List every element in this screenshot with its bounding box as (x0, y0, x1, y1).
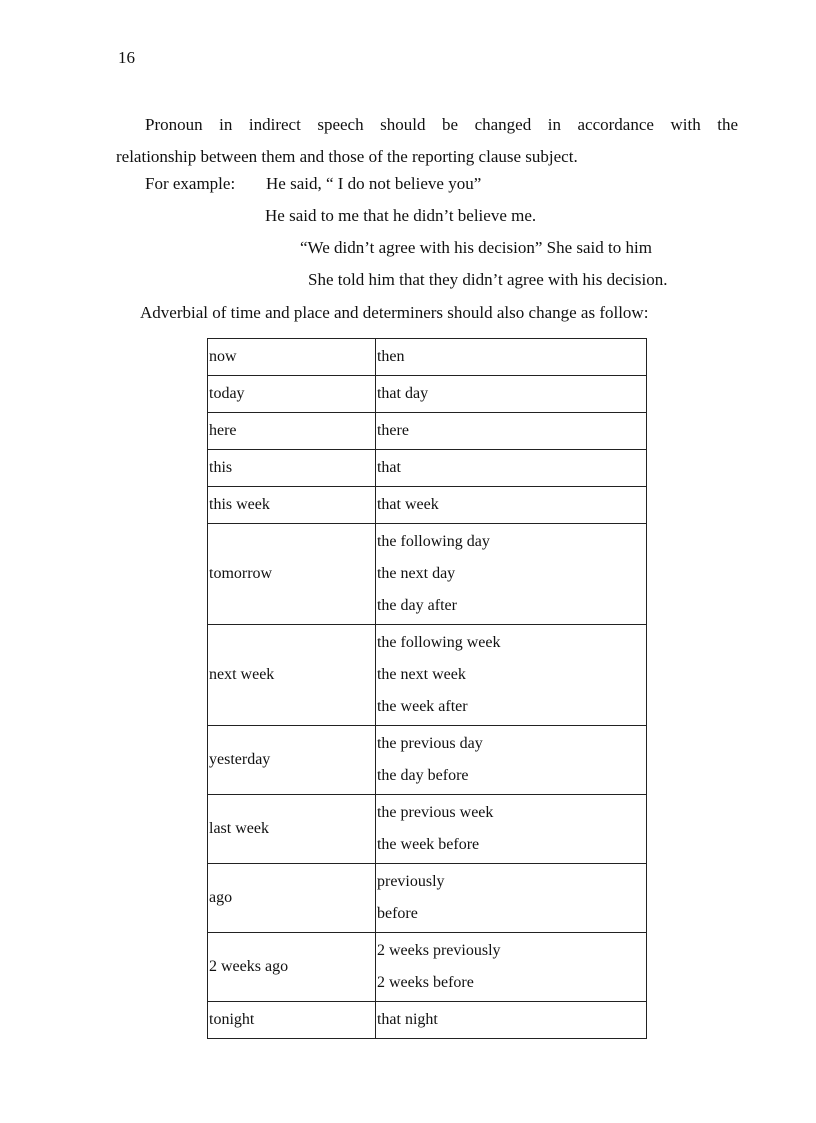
reported-speech-text: the following week (376, 634, 501, 651)
reported-speech-text: the next week (376, 666, 466, 683)
conversion-table (207, 338, 647, 1039)
adverbial-intro: Adverbial of time and place and determiners should also change as follow: (140, 303, 649, 322)
reported-speech-text: the day before (376, 767, 469, 784)
direct-speech-cell: now (208, 339, 376, 376)
table-row (208, 487, 647, 524)
direct-speech-cell: tonight (208, 1002, 376, 1039)
direct-speech-cell: ago (208, 864, 376, 933)
reported-speech-text: the previous week (376, 804, 494, 821)
direct-speech-cell: today (208, 376, 376, 413)
reported-speech-text: 2 weeks previously (376, 942, 501, 959)
reported-speech-text: that (376, 459, 401, 476)
pronoun-paragraph-line-1: Pronoun in indirect speech should be changed in accordance with the (145, 115, 738, 134)
table-row (208, 864, 647, 933)
reported-speech-cell (375, 933, 646, 1002)
reported-speech-text: the day after (376, 597, 457, 614)
reported-speech-text: there (376, 422, 409, 439)
reported-speech-text: the week before (376, 836, 480, 853)
table-row (208, 524, 647, 625)
reported-speech-text: previously (376, 873, 445, 890)
table-row (208, 376, 647, 413)
conversion-table-body (208, 339, 647, 1039)
direct-speech-cell: next week (208, 625, 376, 726)
example-sentence-3: “We didn’t agree with his decision” She said to him (300, 238, 652, 257)
reported-speech-cell (375, 1002, 646, 1039)
example-label: For example: (145, 174, 236, 193)
direct-speech-cell: yesterday (208, 726, 376, 795)
table-row (208, 413, 647, 450)
reported-speech-text: 2 weeks before (376, 974, 474, 991)
reported-speech-text: that night (376, 1011, 438, 1028)
reported-speech-cell (375, 864, 646, 933)
example-sentence-1: He said, “ I do not believe you” (266, 174, 482, 193)
table-row (208, 339, 647, 376)
reported-speech-text: the next day (376, 565, 456, 582)
example-sentence-4: She told him that they didn’t agree with his decision. (308, 270, 668, 289)
pronoun-paragraph (116, 109, 738, 173)
example-sentence-2: He said to me that he didn’t believe me. (265, 206, 537, 225)
reported-speech-cell (375, 376, 646, 413)
direct-speech-cell: tomorrow (208, 524, 376, 625)
reported-speech-cell (375, 524, 646, 625)
reported-speech-text: the week after (376, 698, 468, 715)
table-row (208, 795, 647, 864)
reported-speech-cell (375, 726, 646, 795)
reported-speech-text: then (376, 348, 405, 365)
reported-speech-text: that day (376, 385, 429, 402)
direct-speech-cell: this (208, 450, 376, 487)
table-row (208, 1002, 647, 1039)
reported-speech-cell (375, 487, 646, 524)
reported-speech-cell (375, 413, 646, 450)
pronoun-paragraph-line-2: relationship between them and those of the reporting clause subject. (116, 147, 578, 166)
reported-speech-text: the following day (376, 533, 490, 550)
reported-speech-text: the previous day (376, 735, 483, 752)
table-row (208, 450, 647, 487)
table-row (208, 625, 647, 726)
direct-speech-cell: last week (208, 795, 376, 864)
table-row (208, 726, 647, 795)
direct-speech-cell: this week (208, 487, 376, 524)
reported-speech-text: that week (376, 496, 439, 513)
reported-speech-cell (375, 450, 646, 487)
page-number: 16 (118, 48, 135, 67)
table-row (208, 933, 647, 1002)
reported-speech-cell (375, 339, 646, 376)
direct-speech-cell: 2 weeks ago (208, 933, 376, 1002)
reported-speech-text: before (376, 905, 418, 922)
reported-speech-cell (375, 625, 646, 726)
direct-speech-cell: here (208, 413, 376, 450)
reported-speech-cell (375, 795, 646, 864)
